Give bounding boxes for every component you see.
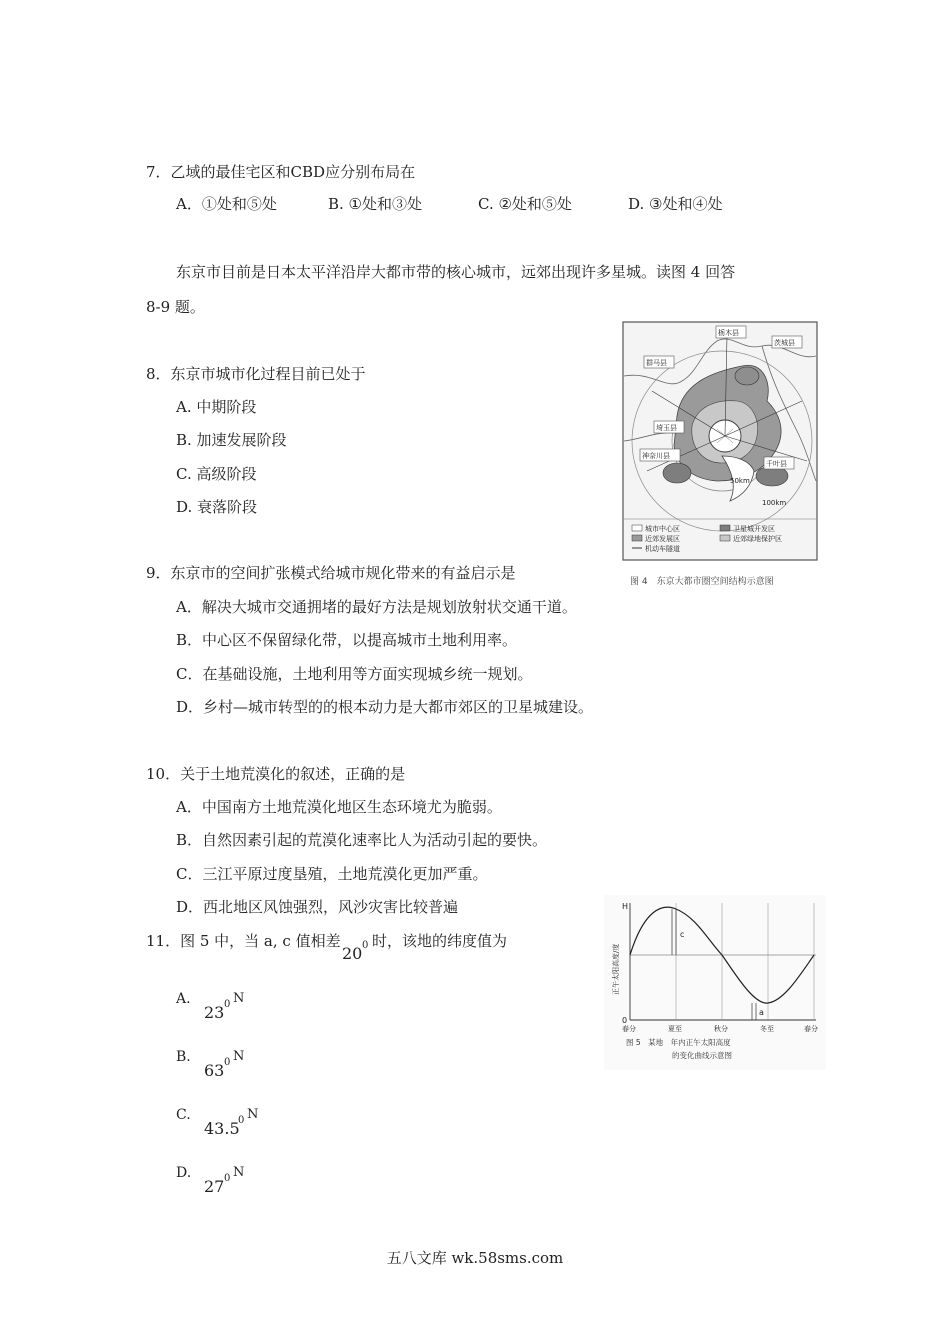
q8-option-d: D. 衰落阶段 xyxy=(176,498,258,516)
legend-satellite: 卫星城开发区 xyxy=(733,525,775,533)
q10-option-d: D．西北地区风蚀强烈，风沙灾害比较普遍 xyxy=(176,898,459,916)
satellite-city-patch xyxy=(735,367,759,385)
solar-altitude-svg xyxy=(604,895,826,1070)
q11-option-b-degree: 0 xyxy=(224,1057,231,1068)
legend-swatch-greenbelt xyxy=(720,535,730,541)
intro-line-2: 8-9 题。 xyxy=(146,298,205,316)
q10-option-a: A．中国南方土地荒漠化地区生态环境尤为脆弱。 xyxy=(176,798,502,816)
figure-5-chart xyxy=(604,895,826,1070)
label-kanagawa: 神奈川县 xyxy=(642,452,670,460)
q11-option-d-letter: D. xyxy=(176,1165,192,1181)
y-zero-label: 0 xyxy=(622,1016,628,1025)
label-saitama: 埼玉县 xyxy=(656,424,677,432)
y-top-label: H xyxy=(622,902,629,911)
legend-swatch-satellite xyxy=(720,525,730,531)
figure-5-caption-1: 图 5 某地 年内正午太阳高度 xyxy=(626,1038,731,1047)
figure-4-caption: 图 4 东京大都市圈空间结构示意图 xyxy=(630,577,774,587)
label-100km: 100km xyxy=(762,499,787,507)
figure-5-caption-2: 的变化曲线示意图 xyxy=(672,1051,732,1060)
q8-option-c: C. 高级阶段 xyxy=(176,465,257,483)
q11-option-a-dir: N xyxy=(233,991,245,1006)
q10-stem: 10．关于土地荒漠化的叙述，正确的是 xyxy=(146,765,406,783)
q7-option-a: A．①处和⑤处 xyxy=(176,195,277,213)
q11-option-b-dir: N xyxy=(233,1049,245,1064)
q11-option-d-dir: N xyxy=(233,1165,245,1180)
q11-option-c-dir: N xyxy=(247,1107,259,1122)
label-tochigi: 栃木县 xyxy=(718,329,739,337)
q11-option-b-value: 63 xyxy=(204,1061,225,1080)
x-tick-summer-solstice: 夏至 xyxy=(668,1025,682,1033)
satellite-city-patch xyxy=(663,463,691,483)
q9-option-a: A．解决大城市交通拥堵的最好方法是规划放射状交通干道。 xyxy=(176,598,577,616)
q11-option-b-letter: B. xyxy=(176,1049,191,1065)
x-tick-spring-equinox: 春分 xyxy=(622,1025,636,1033)
q11-option-c-value: 43.5 xyxy=(204,1119,240,1138)
q11-option-a-letter: A. xyxy=(176,991,191,1007)
q11-option-d-value: 27 xyxy=(204,1177,225,1196)
q10-option-b: B．自然因素引起的荒漠化速率比人为活动引起的要快。 xyxy=(176,831,548,849)
legend-swatch-center xyxy=(632,525,642,531)
q11-stem-part-1: 11．图 5 中，当 a, c 值相差 xyxy=(146,932,341,950)
label-chiba: 千叶县 xyxy=(766,460,787,468)
q7-option-c: C. ②处和⑤处 xyxy=(478,195,572,213)
q11-stem-value: 20 xyxy=(342,944,363,963)
x-tick-spring-equinox-end: 春分 xyxy=(804,1025,818,1033)
intro-line-1: 东京市目前是日本太平洋沿岸大都市带的核心城市，远郊出现许多星城。读图 4 回答 xyxy=(176,263,736,281)
marker-c-label: c xyxy=(680,930,685,939)
x-tick-autumn-equinox: 秋分 xyxy=(714,1025,728,1033)
q11-option-c-letter: C. xyxy=(176,1107,191,1123)
q10-option-c: C．三江平原过度垦殖，土地荒漠化更加严重。 xyxy=(176,865,488,883)
q11-option-a-degree: 0 xyxy=(224,999,231,1010)
legend-swatch-suburb xyxy=(632,535,642,541)
y-axis-label: 正午太阳高度/度 xyxy=(612,943,620,995)
marker-a-label: a xyxy=(759,1008,764,1017)
q9-option-d: D．乡村—城市转型的的根本动力是大都市郊区的卫星城建设。 xyxy=(176,698,594,716)
q11-stem-degree: 0 xyxy=(362,940,369,951)
q11-stem-part-2: 时，该地的纬度值为 xyxy=(372,932,508,950)
q11-option-d-degree: 0 xyxy=(224,1173,231,1184)
legend-greenbelt: 近郊绿地保护区 xyxy=(733,535,782,543)
q11-option-c-degree: 0 xyxy=(238,1115,245,1126)
q11-option-a-value: 23 xyxy=(204,1003,225,1022)
q7-option-b: B. ①处和③处 xyxy=(328,195,423,213)
footer-watermark: 五八文库 wk.58sms.com xyxy=(386,1249,564,1267)
label-gunma: 群马县 xyxy=(646,359,667,367)
legend-suburb: 近郊发展区 xyxy=(645,535,680,543)
label-ibaraki: 茨城县 xyxy=(774,339,795,347)
q8-option-b: B. 加速发展阶段 xyxy=(176,431,287,449)
legend-road: 机动车隧道 xyxy=(645,545,680,553)
label-50km: 50km xyxy=(730,477,750,485)
q8-option-a: A. 中期阶段 xyxy=(176,398,257,416)
q8-stem: 8．东京市城市化过程目前已处于 xyxy=(146,365,366,383)
figure-4-map xyxy=(622,321,818,561)
tokyo-map-svg xyxy=(622,321,818,561)
legend-city-center: 城市中心区 xyxy=(645,525,680,533)
x-tick-winter-solstice: 冬至 xyxy=(760,1025,774,1033)
q7-option-d: D. ③处和④处 xyxy=(628,195,723,213)
q9-stem: 9．东京市的空间扩张模式给城市规化带来的有益启示是 xyxy=(146,564,516,582)
q7-stem: 7．乙域的最佳宅区和CBD应分别布局在 xyxy=(146,163,416,181)
q9-option-c: C．在基础设施，土地利用等方面实现城乡统一规划。 xyxy=(176,665,533,683)
q9-option-b: B．中心区不保留绿化带，以提高城市土地利用率。 xyxy=(176,631,518,649)
